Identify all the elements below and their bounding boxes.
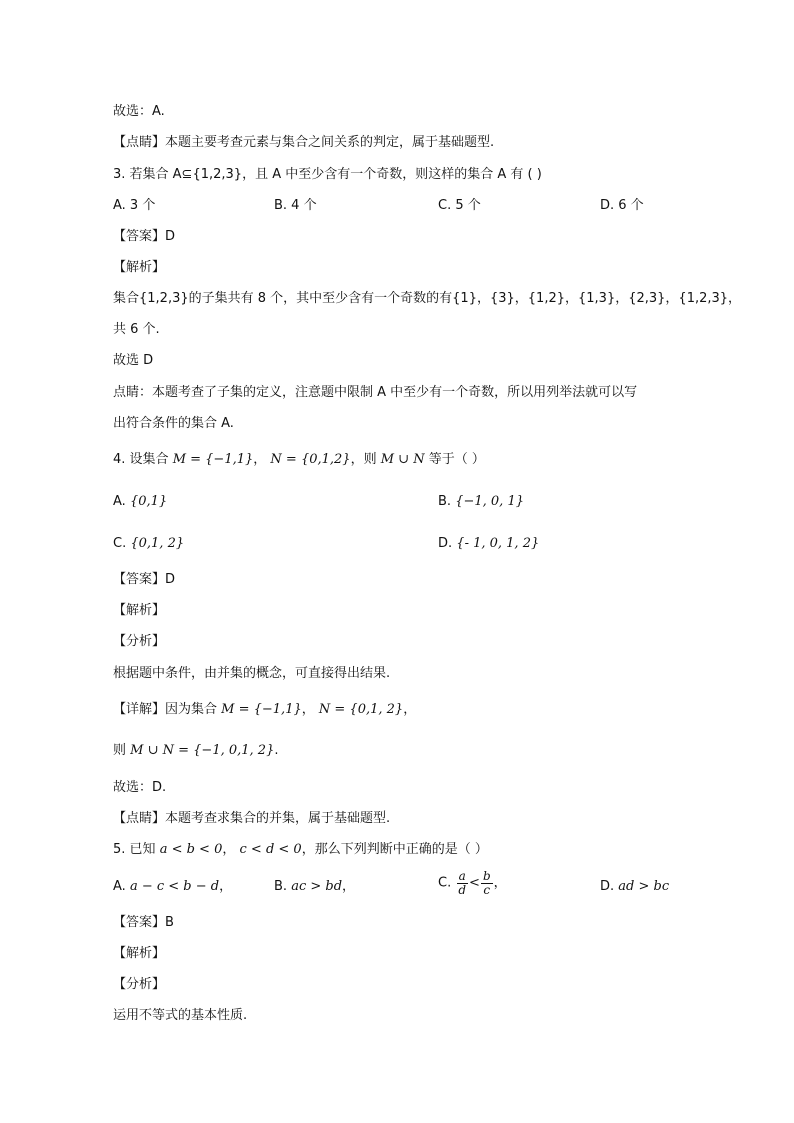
analysis-section-label: 【分析】 — [113, 977, 166, 992]
option-value: {0,1} — [129, 494, 168, 509]
detail-sep: ， — [301, 702, 315, 717]
option-label: D. — [438, 536, 453, 551]
analysis-label: 【解析】 — [113, 946, 166, 961]
q4-detail — [113, 701, 416, 719]
numerator: b — [482, 869, 491, 883]
option-value: {- 1, 0, 1, 2} — [456, 536, 540, 551]
numerator: a — [458, 869, 466, 883]
then-expr: M ∪ N = {−1, 0,1, 2} — [130, 743, 275, 758]
text-line: 根据题中条件，由并集的概念，可直接得出结果. — [113, 666, 391, 681]
question-5 — [113, 841, 488, 859]
q4-suffix-1: ，则 — [350, 452, 377, 467]
q4-prefix: 4. 设集合 — [113, 452, 169, 467]
text-line: 集合{1,2,3}的子集共有 8 个，其中至少含有一个奇数的有{1}，{3}，{1,2}，{1,3}，{2,3}，{1,2,3}， — [113, 291, 742, 306]
text-line: 故选：D. — [113, 780, 167, 795]
q5-option-b — [274, 878, 355, 896]
option-value: {0,1, 2} — [130, 536, 185, 551]
fraction-b-over-c — [481, 870, 493, 897]
then-end: . — [274, 743, 279, 758]
option-value: ad > bc — [618, 879, 670, 894]
text-line: 共 6 个. — [113, 322, 160, 337]
q5-sep: ， — [222, 842, 236, 857]
q5-cond-2: c < d < 0 — [239, 842, 302, 857]
option-label: B. — [274, 879, 288, 894]
option-label: B. — [438, 494, 452, 509]
detail-prefix: 【详解】因为集合 — [113, 702, 218, 717]
text-line: 出符合条件的集合 A. — [113, 416, 234, 431]
q3-option-b: B. 4 个 — [274, 198, 317, 213]
q4-then — [113, 742, 278, 760]
text-line: 故选：A. — [113, 104, 165, 119]
analysis-label: 【解析】 — [113, 603, 166, 618]
analysis-section-label: 【分析】 — [113, 634, 166, 649]
text-line: 点睛：本题考查了子集的定义，注意题中限制 A 中至少有一个奇数，所以用列举法就可以写 — [113, 385, 638, 400]
q4-option-a — [113, 493, 167, 511]
question-3: 3. 若集合 A⊆{1,2,3}，且 A 中至少含有一个奇数，则这样的集合 A 有 ( ) — [113, 167, 542, 182]
answer-label: 【答案】B — [113, 915, 174, 930]
text-line: 运用不等式的基本性质. — [113, 1008, 248, 1023]
q4-option-c — [113, 535, 184, 553]
q4-union: M ∪ N — [380, 452, 425, 467]
q4-option-d — [438, 535, 539, 553]
detail-set-n: N = {0,1, 2} — [318, 702, 404, 717]
q5-option-d — [600, 878, 669, 896]
then-prefix: 则 — [113, 743, 127, 758]
q5-prefix: 5. 已知 — [113, 842, 156, 857]
q5-option-a — [113, 878, 232, 896]
text-line: 【点睛】本题主要考查元素与集合之间关系的判定，属于基础题型. — [113, 135, 495, 150]
question-4 — [113, 451, 485, 469]
option-value: ac > bd — [291, 879, 343, 894]
q4-suffix-2: 等于（ ） — [428, 452, 485, 467]
fraction-a-over-d — [456, 870, 468, 897]
answer-label: 【答案】D — [113, 229, 176, 244]
option-value: a − c < b − d — [129, 879, 220, 894]
option-end: ， — [342, 879, 356, 894]
q4-option-b — [438, 493, 524, 511]
answer-label: 【答案】D — [113, 572, 176, 587]
detail-end: ， — [403, 702, 417, 717]
q3-option-d: D. 6 个 — [600, 198, 644, 213]
detail-set-m: M = {−1,1} — [221, 702, 302, 717]
text-line: 【点睛】本题考查求集合的并集，属于基础题型. — [113, 811, 391, 826]
q5-suffix: ，那么下列判断中正确的是（ ） — [301, 842, 488, 857]
option-label: A. — [113, 494, 126, 509]
option-end: ， — [219, 879, 233, 894]
q3-option-a: A. 3 个 — [113, 198, 156, 213]
denominator: d — [458, 883, 467, 897]
option-label: C. — [438, 875, 452, 891]
option-value: {−1, 0, 1} — [455, 494, 524, 509]
text-line: 故选 D — [113, 353, 154, 368]
option-end: ， — [493, 875, 507, 891]
q5-option-c — [438, 870, 507, 897]
q5-cond-1: a < b < 0 — [159, 842, 223, 857]
q4-set-m: M = {−1,1} — [172, 452, 254, 467]
option-label: D. — [600, 879, 615, 894]
option-label: C. — [113, 536, 127, 551]
option-label: A. — [113, 879, 126, 894]
denominator: c — [483, 883, 491, 897]
q3-option-c: C. 5 个 — [438, 198, 481, 213]
q4-set-n: N = {0,1,2} — [270, 452, 351, 467]
analysis-label: 【解析】 — [113, 260, 166, 275]
q4-sep: ， — [253, 452, 267, 467]
less-than: < — [469, 875, 480, 891]
